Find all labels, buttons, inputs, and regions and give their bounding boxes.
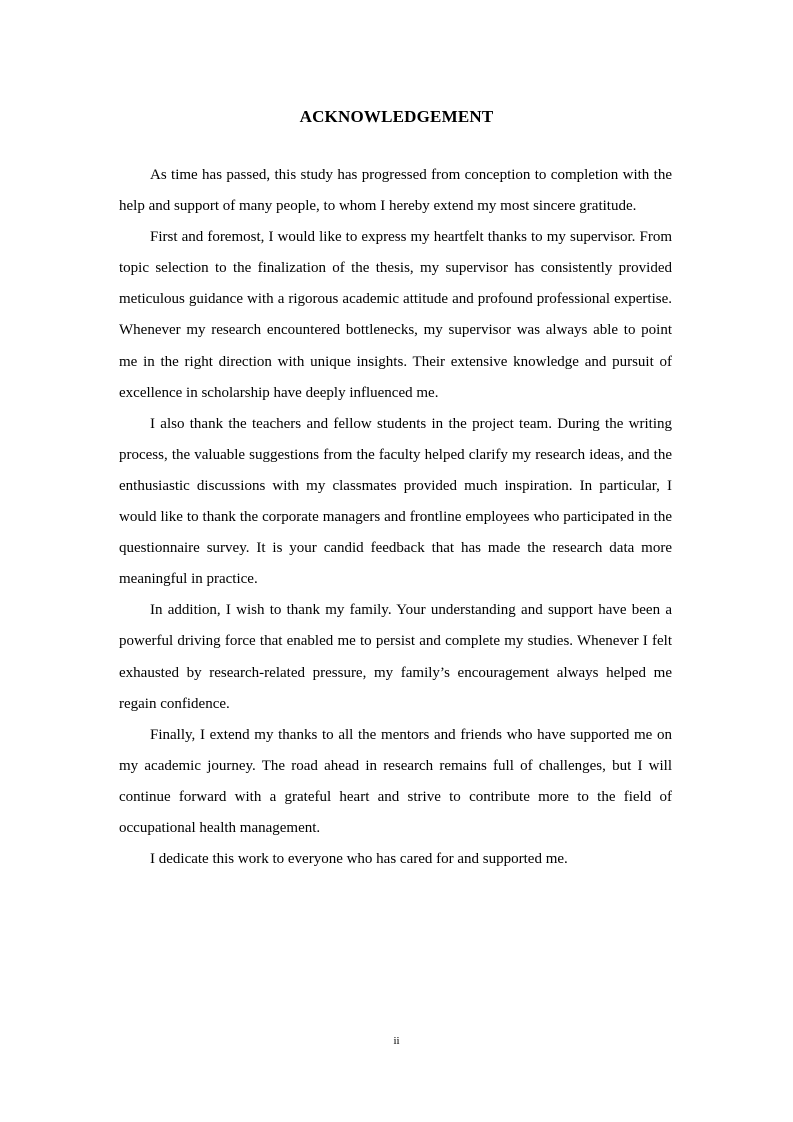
paragraph-4: In addition, I wish to thank my family. Your understanding and support have been a powerful driving force that enabled me to persist and complete my studies. Whenever I felt exhausted by research-related pressure, my family’s encouragement always helped me regain confidence. (119, 602, 672, 712)
paragraph-1: As time has passed, this study has progressed from conception to completion with the help and support of many people, to whom I hereby extend my most sincere gratitude. (119, 167, 672, 215)
paragraph-6: I dedicate this work to everyone who has cared for and supported me. (150, 851, 568, 868)
page-title: ACKNOWLEDGEMENT (299, 107, 494, 126)
page-number: ii (393, 1035, 400, 1047)
acknowledgement-body (119, 160, 672, 875)
paragraph-3: I also thank the teachers and fellow students in the project team. During the writing process, the valuable suggestions from the faculty helped clarify my research ideas, and the enthusiastic discussions with my classmates provided much inspiration. In particular, I would like to thank the corporate managers and frontline employees who participated in the questionnaire survey. It is your candid feedback that has made the research data more meaningful in practice. (119, 415, 672, 588)
paragraph-2: First and foremost, I would like to express my heartfelt thanks to my supervisor. From topic selection to the finalization of the thesis, my supervisor has consistently provided meticulous guidance with a rigorous academic attitude and profound professional expertise. Whenever my research encountered bottlenecks, my supervisor was always able to point me in the right direction with unique insights. Their extensive knowledge and pursuit of excellence in scholarship have deeply influenced me. (119, 229, 672, 401)
paragraph-5: Finally, I extend my thanks to all the mentors and friends who have supported me on my academic journey. The road ahead in research remains full of challenges, but I will continue forward with a grateful heart and strive to contribute more to the field of occupational health management. (119, 726, 672, 836)
